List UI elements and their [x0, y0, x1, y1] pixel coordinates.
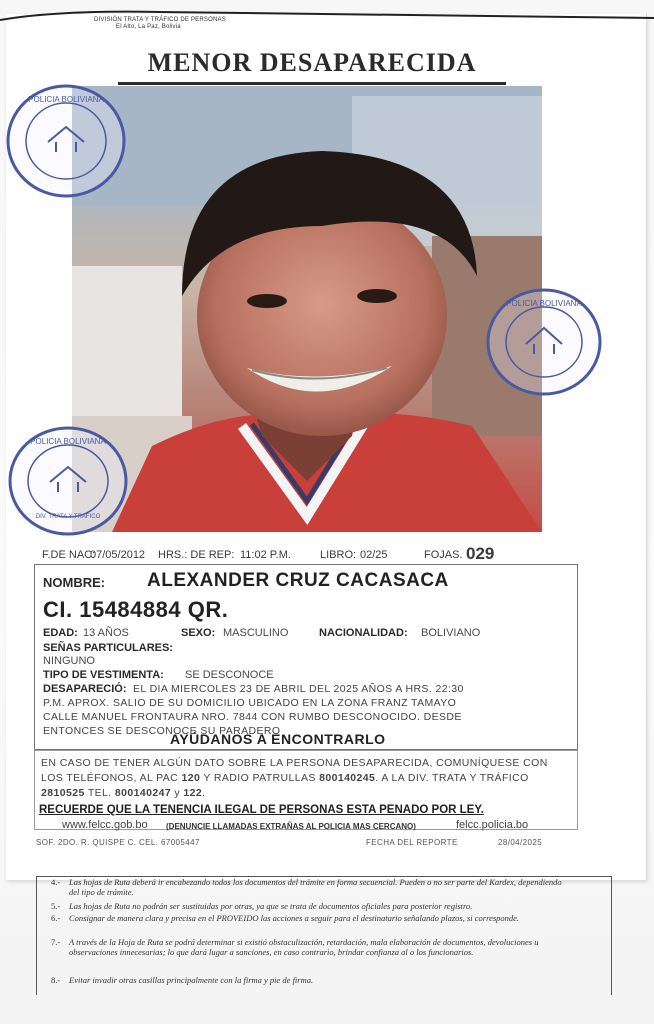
person-name: ALEXANDER CRUZ CACASACA: [147, 570, 449, 591]
birthdate-value: 07/05/2012: [90, 549, 146, 561]
report-date-label: FECHA DEL REPORTE: [366, 838, 458, 847]
phone-122: 122: [183, 787, 203, 799]
stamp-agency-text: POLICIA BOLIVIANA: [28, 95, 104, 104]
contact-line-3-a: TEL.: [84, 787, 115, 799]
poster-title: MENOR DESAPARECIDA: [147, 48, 477, 77]
person-info-box: [34, 564, 578, 750]
contact-line-2-a: LOS TELÉFONOS, AL PAC: [41, 772, 182, 784]
website-link-policia[interactable]: felcc.policia.bo: [456, 819, 529, 831]
nationality-value: BOLIVIANO: [421, 627, 481, 639]
contact-line-1: EN CASO DE TENER ALGÚN DATO SOBRE LA PERSONA DESAPARECIDA, COMUNÍQUESE CON: [41, 757, 548, 769]
division-line-1: DIVISIÓN TRATA Y TRÁFICO DE PERSONAS: [94, 17, 226, 23]
libro-label: LIBRO:: [320, 549, 357, 561]
free-phone: 800140247: [114, 787, 172, 799]
disappeared-label: DESAPARECIÓ:: [43, 683, 127, 695]
instruction-item: [51, 901, 569, 911]
instruction-text: Las hojas de Ruta no podrán ser sustituidas por otras, ya que se trata de documentos oficiales para posterior registro.: [69, 901, 473, 911]
report-time-value: 11:02 P.M.: [240, 549, 291, 561]
birthdate-label: F.DE NAC:: [42, 549, 96, 561]
police-seal-stamp-top-left: [4, 82, 128, 200]
stamp-division-text: DIV. TRATA Y TRAFICO: [35, 514, 101, 520]
report-meta-row: [42, 546, 602, 564]
officer-contact: SOF. 2DO. R. QUISPE C. CEL. 67005447: [36, 838, 200, 847]
instruction-item: [51, 937, 569, 957]
contact-line-2: [41, 772, 529, 784]
contact-line-2-c: . A LA DIV. TRATA Y TRÁFICO: [375, 772, 529, 784]
stamp-agency-text: POLICIA BOLIVIANA: [506, 299, 582, 308]
stamp-agency-text: POLICIA BOLIVIANA: [30, 437, 106, 446]
age-value: 13 AÑOS: [83, 627, 129, 639]
pac-number: 120: [181, 772, 201, 784]
contact-line-3-c: .: [202, 787, 206, 799]
disappeared-line-2: P.M. APROX. SALIO DE SU DOMICILIO UBICADO EN LA ZONA FRANZ TAMAYO: [43, 697, 457, 709]
instruction-number: 7.-: [51, 937, 61, 947]
instruction-item: [51, 877, 569, 897]
disappeared-line-3: CALLE MANUEL FRONTAURA NRO. 7844 CON RUMBO DESCONOCIDO. DESDE: [43, 711, 462, 723]
contact-line-3: [41, 787, 205, 799]
fojas-value: 029: [466, 544, 495, 563]
instruction-text: Evitar invadir otras casillas principalmente con la firma y pie de firma.: [69, 975, 314, 985]
instruction-number: 5.-: [51, 901, 61, 911]
sex-value: MASCULINO: [223, 627, 289, 639]
clothing-label: TIPO DE VESTIMENTA:: [43, 669, 164, 681]
report-calls-note: (DENUNCIE LLAMADAS EXTRAÑAS AL POLICIA MAS CERCANO): [166, 822, 416, 831]
instruction-text: A través de la Hoja de Ruta se podrá determinar si existió obstaculización, retardación, mala elaboración de documentos, devoluciones u observaciones innecesarias; lo que dará lugar a sanciones, en caso contrario, brindar confianza al o los funcionarios.: [69, 937, 539, 957]
radio-patrol-number: 800140245: [319, 772, 376, 784]
nationality-label: NACIONALIDAD:: [319, 627, 408, 639]
report-time-label: HRS.: DE REP:: [158, 549, 235, 561]
libro-value: 02/25: [360, 549, 388, 561]
instruction-number: 6.-: [51, 913, 61, 923]
title-underline: [118, 82, 506, 85]
instruction-item: [51, 975, 569, 985]
marks-label: SEÑAS PARTICULARES:: [43, 642, 173, 654]
missing-person-photo: [72, 86, 542, 532]
disappeared-line-4: ENTONCES SE DESCONOCE SU PARADERO: [43, 725, 281, 737]
marks-value: NINGUNO: [43, 655, 95, 667]
help-heading: AYÚDANOS A ENCONTRARLO: [170, 731, 386, 747]
instruction-text: Consignar de manera clara y precisa en el PROVEIDO las acciones a seguir para el destinatario señalando plazos, si corresponde.: [69, 913, 520, 923]
police-seal-stamp-bottom-left: [6, 424, 130, 538]
name-label: NOMBRE:: [43, 575, 106, 590]
clothing-value: SE DESCONOCE: [185, 669, 274, 681]
instruction-item: [51, 913, 569, 923]
photo-illustration: [72, 86, 542, 532]
website-link-gob[interactable]: www.felcc.gob.bo: [62, 819, 148, 831]
contact-info-box: [34, 750, 578, 830]
sex-label: SEXO:: [181, 627, 216, 639]
instruction-number: 4.-: [51, 877, 61, 887]
route-sheet-instructions: [36, 876, 612, 995]
division-line-2: El Alto, La Paz, Bolivia: [116, 24, 181, 30]
instruction-number: 8.-: [51, 975, 61, 985]
contact-line-2-b: Y RADIO PATRULLAS: [200, 772, 320, 784]
age-label: EDAD:: [43, 627, 78, 639]
division-header: [94, 17, 294, 31]
instruction-text: Las hojas de Ruta deberá ir encabezando todos los documentos del trámite en forma secuencial. Pueden o no ser parte del Kardex, dependiendo del tipo de trámite.: [69, 877, 562, 897]
person-id-number: CI. 15484884 QR.: [43, 597, 229, 622]
fojas-label: FOJAS.: [424, 549, 463, 561]
legal-warning: RECUERDE QUE LA TENENCIA ILEGAL DE PERSONAS ESTA PENADO POR LEY.: [39, 804, 484, 816]
contact-line-3-b: y: [171, 787, 184, 799]
report-date-value: 28/04/2025: [498, 838, 543, 847]
police-seal-stamp-right: [484, 286, 604, 398]
division-phone: 2810525: [41, 787, 85, 799]
disappeared-line-1: EL DIA MIERCOLES 23 DE ABRIL DEL 2025 AÑOS A HRS. 22:30: [133, 683, 464, 695]
